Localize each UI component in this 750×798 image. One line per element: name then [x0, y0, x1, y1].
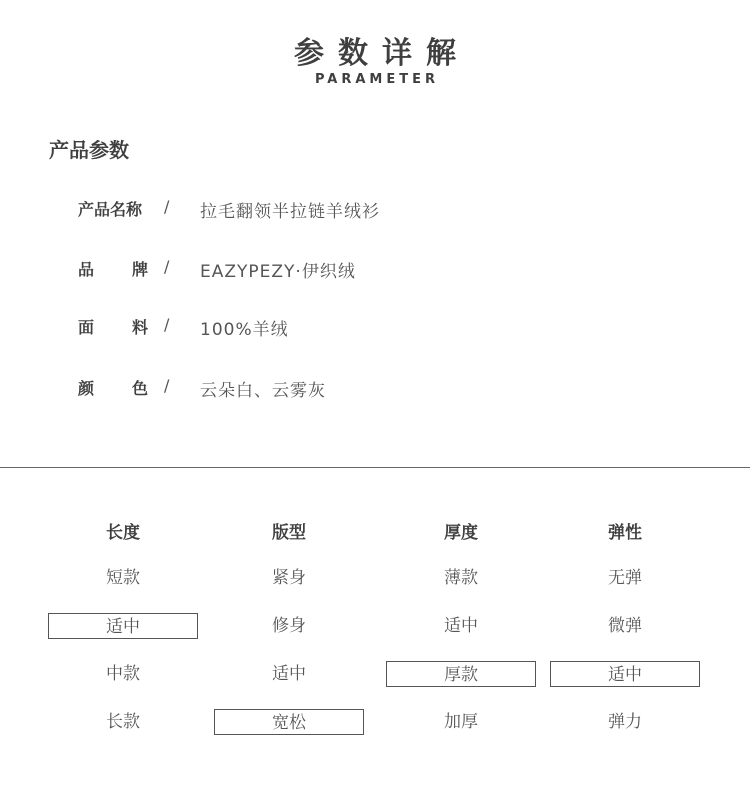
attribute-option: 弹力 — [608, 712, 642, 732]
attribute-column-header: 版型 — [272, 523, 306, 543]
param-separator: / — [164, 315, 170, 334]
attribute-option: 短款 — [106, 568, 140, 588]
param-label-char: 色 — [131, 379, 148, 398]
param-value: 拉毛翻领半拉链羊绒衫 — [200, 202, 380, 222]
param-label — [78, 257, 148, 280]
param-label-char: 牌 — [131, 260, 148, 279]
page-subtitle: PARAMETER — [314, 72, 440, 87]
attribute-column-header: 厚度 — [444, 523, 478, 543]
param-value: 云朵白、云雾灰 — [200, 381, 326, 401]
attribute-option: 中款 — [106, 664, 140, 684]
param-label-text: 产品名称 — [78, 200, 143, 219]
param-label-char: 面 — [78, 318, 95, 337]
attribute-option-selected: 适中 — [48, 613, 198, 639]
param-label-char: 颜 — [78, 379, 95, 398]
attribute-option-selected: 适中 — [550, 661, 700, 687]
attribute-option: 紧身 — [272, 568, 306, 588]
page-title: 参数详解 — [294, 36, 470, 71]
attribute-option: 修身 — [272, 616, 306, 636]
param-separator: / — [164, 197, 170, 216]
param-separator: / — [164, 376, 170, 395]
section-divider — [0, 467, 750, 468]
param-label-char: 料 — [131, 318, 148, 337]
param-value: EAZYPEZY·伊织绒 — [200, 262, 356, 282]
attribute-option-selected: 厚款 — [386, 661, 536, 687]
param-value: 100%羊绒 — [200, 320, 289, 340]
param-label — [78, 315, 148, 338]
attribute-column-header: 长度 — [106, 523, 140, 543]
attribute-option: 适中 — [444, 616, 478, 636]
attribute-option-selected: 宽松 — [214, 709, 364, 735]
section-heading: 产品参数 — [49, 138, 129, 162]
attribute-option: 加厚 — [444, 712, 478, 732]
param-label — [78, 197, 148, 220]
attribute-option: 微弹 — [608, 616, 642, 636]
attribute-option: 无弹 — [608, 568, 642, 588]
param-separator: / — [164, 257, 170, 276]
attribute-option: 适中 — [272, 664, 306, 684]
param-label — [78, 376, 148, 399]
attribute-option: 薄款 — [444, 568, 478, 588]
attribute-column-header: 弹性 — [608, 523, 642, 543]
param-label-char: 品 — [78, 260, 95, 279]
attribute-option: 长款 — [106, 712, 140, 732]
